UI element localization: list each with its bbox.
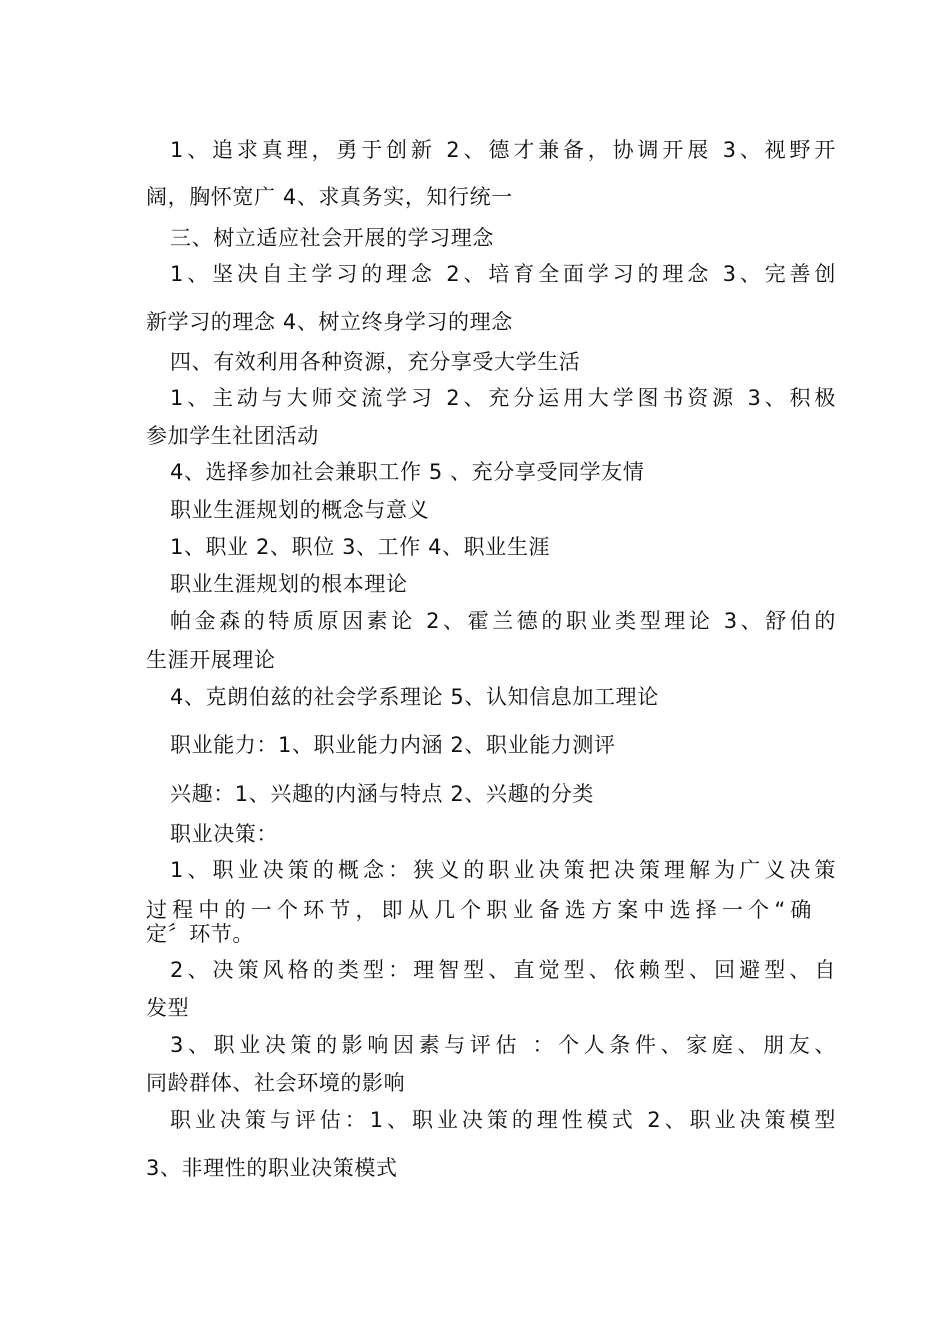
section-heading: 职业决策：	[170, 822, 278, 846]
text-line: 同龄群体、社会环境的影响	[146, 1071, 406, 1095]
section-heading: 四、有效利用各种资源，充分享受大学生活	[170, 350, 581, 374]
text-line: 4、克朗伯兹的社会学系理论 5、认知信息加工理论	[170, 685, 659, 709]
text-line: 定〞环节。	[146, 922, 254, 946]
text-line: 3、非理性的职业决策模式	[146, 1156, 398, 1180]
section-heading: 职业生涯规划的根本理论	[170, 572, 408, 596]
text-line: 1、职业 2、职位 3、工作 4、职业生涯	[170, 535, 551, 559]
text-line: 参加学生社团活动	[146, 424, 319, 448]
text-line: 发型	[146, 996, 190, 1020]
text-line: 3、职业决策的影响因素与评估 ：个人条件、家庭、朋友、	[170, 1033, 836, 1057]
text-line: 生涯开展理论	[146, 648, 276, 672]
text-line: 新学习的理念 4、树立终身学习的理念	[146, 310, 513, 334]
text-line: 职业决策与评估：1、职业决策的理性模式 2、职业决策模型	[170, 1108, 836, 1132]
text-line: 1、坚决自主学习的理念 2、培育全面学习的理念 3、完善创	[170, 262, 836, 286]
text-line: 1、追求真理，勇于创新 2、德才兼备，协调开展 3、视野开	[170, 138, 836, 162]
text-line: 2、决策风格的类型：理智型、直觉型、依赖型、回避型、自	[170, 958, 836, 982]
text-line: 4、选择参加社会兼职工作 5 、充分享受同学友情	[170, 460, 645, 484]
text-line: 过程中的一个环节，即从几个职业备选方案中选择一个“确	[146, 898, 812, 922]
section-heading: 职业生涯规划的概念与意义	[170, 498, 430, 522]
text-line: 兴趣：1、兴趣的内涵与特点 2、兴趣的分类	[170, 782, 594, 806]
text-line: 1、职业决策的概念：狭义的职业决策把决策理解为广义决策	[170, 858, 836, 882]
text-line: 职业能力：1、职业能力内涵 2、职业能力测评	[170, 733, 616, 757]
text-line: 阔，胸怀宽广 4、求真务实，知行统一	[146, 185, 513, 209]
section-heading: 三、树立适应社会开展的学习理念	[170, 226, 494, 250]
text-line: 帕金森的特质原因素论 2、霍兰德的职业类型理论 3、舒伯的	[170, 609, 836, 633]
text-line: 1、主动与大师交流学习 2、充分运用大学图书资源 3、积极	[170, 386, 836, 410]
